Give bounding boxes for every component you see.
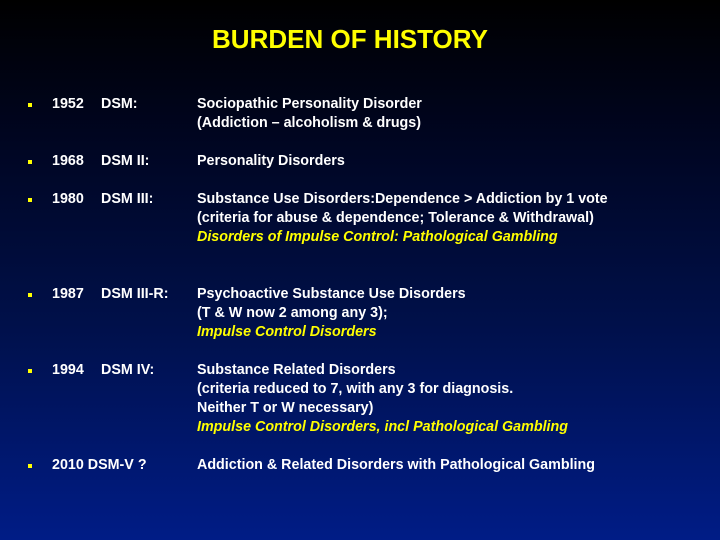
- spacer: [0, 342, 720, 361]
- entry-year: 1952: [52, 96, 84, 112]
- entry-line: [0, 380, 720, 399]
- entry-description: Neither T or W necessary): [197, 400, 374, 416]
- history-list: [0, 95, 720, 475]
- entry-edition: DSM III:: [101, 191, 154, 207]
- entry-year: 1987: [52, 286, 84, 302]
- entry-description: Substance Related Disorders: [197, 362, 396, 378]
- entry-line: [0, 190, 720, 209]
- entry-year: 1980: [52, 191, 84, 207]
- entry-line: [0, 361, 720, 380]
- history-entry-1968: [0, 152, 720, 171]
- entry-line: [0, 323, 720, 342]
- bullet-icon: [28, 103, 32, 107]
- entry-edition: DSM II:: [101, 153, 150, 169]
- history-entry-2010: [0, 456, 720, 475]
- entry-description: (criteria for abuse & dependence; Tolerance & Withdrawal): [197, 210, 594, 226]
- entry-line: [0, 456, 720, 475]
- entry-description: (Addiction – alcoholism & drugs): [197, 115, 421, 131]
- entry-edition: DSM IV:: [101, 362, 155, 378]
- entry-line: [0, 418, 720, 437]
- bullet-icon: [28, 198, 32, 202]
- entry-line: [0, 304, 720, 323]
- spacer: [0, 247, 720, 285]
- entry-line: [0, 399, 720, 418]
- entry-line: [0, 209, 720, 228]
- entry-description-highlight: Impulse Control Disorders: [197, 324, 377, 340]
- entry-description: Psychoactive Substance Use Disorders: [197, 286, 466, 302]
- entry-year: 1968: [52, 153, 84, 169]
- entry-line: [0, 95, 720, 114]
- entry-line: [0, 114, 720, 133]
- entry-description-highlight: Disorders of Impulse Control: Pathological Gambling: [197, 229, 558, 245]
- entry-edition: DSM:: [101, 96, 138, 112]
- spacer: [0, 171, 720, 190]
- entry-line: [0, 228, 720, 247]
- entry-description: Addiction & Related Disorders with Pathological Gambling: [197, 457, 595, 473]
- entry-description: (T & W now 2 among any 3);: [197, 305, 388, 321]
- history-entry-1987: [0, 285, 720, 342]
- entry-description: Sociopathic Personality Disorder: [197, 96, 422, 112]
- entry-description-highlight: Impulse Control Disorders, incl Pathological Gambling: [197, 419, 568, 435]
- entry-year: 1994: [52, 362, 84, 378]
- entry-year: 2010 DSM-V ?: [52, 457, 147, 473]
- bullet-icon: [28, 293, 32, 297]
- bullet-icon: [28, 369, 32, 373]
- spacer: [0, 437, 720, 456]
- entry-description: Personality Disorders: [197, 153, 345, 169]
- slide-title: BURDEN OF HISTORY: [212, 24, 488, 54]
- history-entry-1980: [0, 190, 720, 247]
- entry-line: [0, 285, 720, 304]
- bullet-icon: [28, 464, 32, 468]
- entry-edition: DSM III-R:: [101, 286, 169, 302]
- entry-description: Substance Use Disorders:Dependence > Addiction by 1 vote: [197, 191, 608, 207]
- entry-description: (criteria reduced to 7, with any 3 for diagnosis.: [197, 381, 514, 397]
- history-entry-1952: [0, 95, 720, 133]
- history-entry-1994: [0, 361, 720, 437]
- entry-line: [0, 152, 720, 171]
- bullet-icon: [28, 160, 32, 164]
- spacer: [0, 133, 720, 152]
